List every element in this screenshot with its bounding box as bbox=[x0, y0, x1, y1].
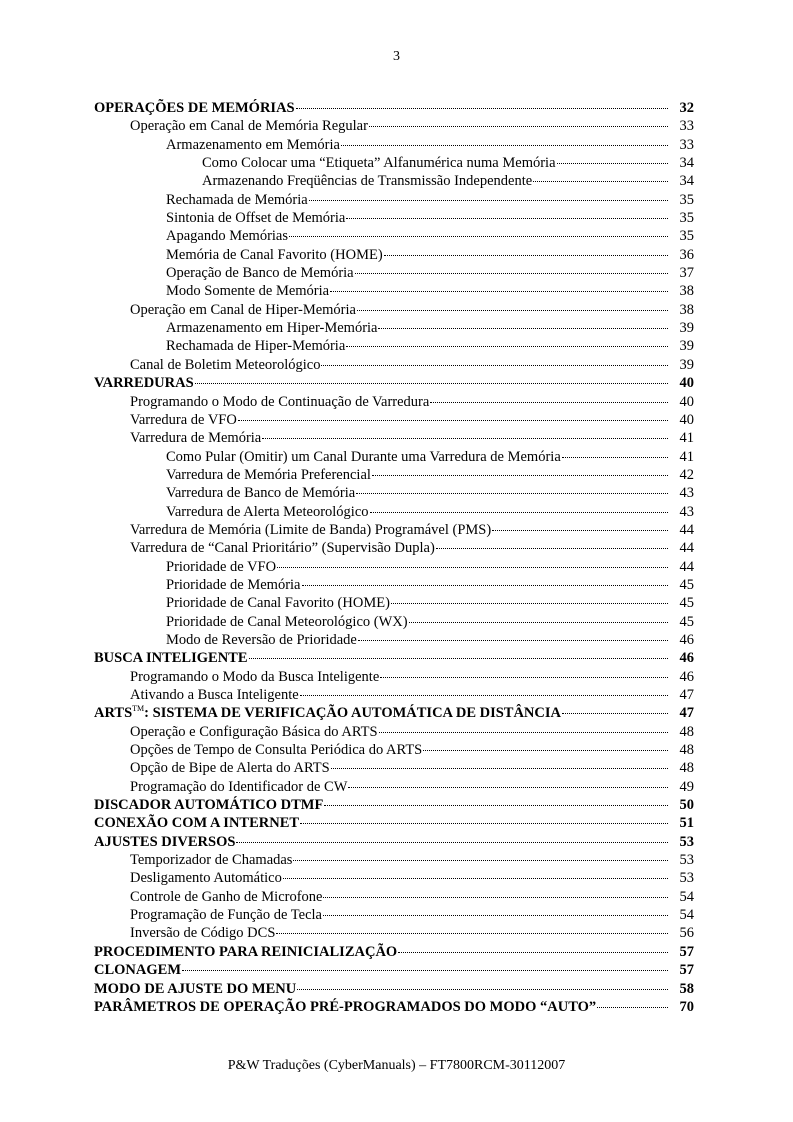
toc-entry-title-text: Opções de Tempo de Consulta Periódica do ARTS bbox=[130, 742, 423, 759]
toc-entry-title bbox=[94, 99, 295, 117]
toc-page-number: 57 bbox=[679, 962, 694, 979]
dot-leader bbox=[309, 199, 668, 201]
dot-leader bbox=[436, 547, 668, 549]
toc-section-entry[interactable] bbox=[94, 961, 694, 979]
toc-entry-title-text: Modo Somente de Memória bbox=[166, 283, 330, 300]
table-of-contents bbox=[94, 99, 694, 1016]
toc-page-number: 43 bbox=[679, 485, 694, 502]
toc-entry-title bbox=[166, 613, 408, 631]
toc-page-number: 58 bbox=[679, 980, 694, 997]
dot-leader bbox=[380, 676, 668, 678]
toc-subentry[interactable] bbox=[94, 576, 694, 594]
toc-entry-title-text: AJUSTES DIVERSOS bbox=[94, 833, 236, 850]
toc-entry-title bbox=[94, 814, 299, 832]
toc-entry-title bbox=[130, 723, 378, 741]
toc-page-number: 39 bbox=[679, 356, 694, 373]
dot-leader bbox=[296, 107, 668, 109]
toc-subentry[interactable] bbox=[94, 429, 694, 447]
toc-subentry[interactable] bbox=[94, 246, 694, 264]
toc-subentry[interactable] bbox=[94, 924, 694, 942]
toc-page-number: 47 bbox=[679, 705, 694, 722]
toc-section-entry[interactable] bbox=[94, 374, 694, 392]
toc-subentry[interactable] bbox=[94, 851, 694, 869]
dot-leader bbox=[379, 731, 668, 733]
dot-leader bbox=[372, 474, 668, 476]
toc-entry-title bbox=[166, 227, 288, 245]
toc-entry-title-text: Varredura de Memória (Limite de Banda) Programável (PMS) bbox=[130, 521, 492, 538]
toc-entry-title-text: Programando o Modo da Busca Inteligente bbox=[130, 668, 380, 685]
toc-page-number: 43 bbox=[679, 503, 694, 520]
toc-entry-title bbox=[94, 943, 397, 961]
dot-leader bbox=[533, 180, 668, 182]
toc-subentry[interactable] bbox=[94, 448, 694, 466]
toc-page-number: 53 bbox=[679, 833, 694, 850]
page-number: 3 bbox=[393, 49, 400, 64]
toc-entry-title bbox=[166, 466, 371, 484]
toc-subentry[interactable] bbox=[94, 759, 694, 777]
toc-entry-title bbox=[130, 521, 491, 539]
dot-leader bbox=[321, 364, 668, 366]
dot-leader bbox=[182, 969, 668, 971]
toc-entry-title-text: Armazenando Freqüências de Transmissão Independente bbox=[202, 173, 533, 190]
dot-leader bbox=[562, 712, 668, 714]
toc-entry-title-text: Inversão de Código DCS bbox=[130, 925, 276, 942]
toc-subentry[interactable] bbox=[94, 484, 694, 502]
dot-leader bbox=[348, 786, 668, 788]
dot-leader bbox=[300, 694, 668, 696]
toc-subentry[interactable] bbox=[94, 227, 694, 245]
toc-section-entry[interactable] bbox=[94, 649, 694, 667]
toc-page-number: 57 bbox=[679, 943, 694, 960]
dot-leader bbox=[277, 566, 668, 568]
toc-page-number: 51 bbox=[679, 815, 694, 832]
toc-page-number: 44 bbox=[679, 521, 694, 538]
toc-section-entry[interactable] bbox=[94, 99, 694, 117]
toc-subentry[interactable] bbox=[94, 723, 694, 741]
dot-leader bbox=[283, 877, 668, 879]
toc-entry-title-text: Varredura de VFO bbox=[130, 411, 237, 428]
toc-section-entry[interactable] bbox=[94, 796, 694, 814]
toc-entry-title-text: CLONAGEM bbox=[94, 962, 181, 979]
toc-page-number: 46 bbox=[679, 650, 694, 667]
toc-page-number: 50 bbox=[679, 797, 694, 814]
toc-page-number: 46 bbox=[679, 668, 694, 685]
toc-entry-title-text: Como Pular (Omitir) um Canal Durante uma Varredura de Memória bbox=[166, 448, 561, 465]
toc-subentry[interactable] bbox=[94, 191, 694, 209]
toc-subentry[interactable] bbox=[94, 209, 694, 227]
toc-page-number: 38 bbox=[679, 301, 694, 318]
toc-entry-title-text: Programação do Identificador de CW bbox=[130, 778, 348, 795]
toc-subentry[interactable] bbox=[94, 668, 694, 686]
toc-subentry[interactable] bbox=[94, 613, 694, 631]
toc-entry-title bbox=[166, 594, 390, 612]
toc-page-number: 39 bbox=[679, 320, 694, 337]
dot-leader bbox=[356, 492, 668, 494]
toc-entry-title-text: Prioridade de VFO bbox=[166, 558, 277, 575]
dot-leader bbox=[562, 456, 668, 458]
toc-entry-title bbox=[130, 906, 322, 924]
toc-entry-title bbox=[130, 686, 299, 704]
dot-leader bbox=[430, 401, 668, 403]
toc-entry-title bbox=[130, 301, 356, 319]
toc-page-number: 42 bbox=[679, 466, 694, 483]
dot-leader bbox=[370, 511, 668, 513]
toc-entry-title bbox=[130, 851, 292, 869]
toc-page-number: 33 bbox=[679, 136, 694, 153]
dot-leader bbox=[492, 529, 668, 531]
toc-entry-title-text: Prioridade de Canal Meteorológico (WX) bbox=[166, 613, 408, 630]
trademark-mark: TM bbox=[132, 704, 145, 714]
toc-page-number: 33 bbox=[679, 118, 694, 135]
toc-entry-title-text: PARÂMETROS DE OPERAÇÃO PRÉ-PROGRAMADOS DO MODO “AUTO” bbox=[94, 998, 597, 1015]
dot-leader bbox=[297, 988, 668, 990]
toc-entry-title-text: Modo de Reversão de Prioridade bbox=[166, 631, 357, 648]
toc-page-number: 40 bbox=[679, 393, 694, 410]
dot-leader bbox=[357, 309, 668, 311]
toc-entry-title bbox=[166, 246, 383, 264]
toc-entry-title bbox=[166, 282, 329, 300]
dot-leader bbox=[369, 125, 668, 127]
toc-page-number: 39 bbox=[679, 338, 694, 355]
toc-entry-title bbox=[94, 980, 296, 998]
toc-entry-title bbox=[166, 503, 369, 521]
toc-page-number: 48 bbox=[679, 760, 694, 777]
toc-subentry[interactable] bbox=[94, 521, 694, 539]
toc-subentry[interactable] bbox=[94, 778, 694, 796]
toc-entry-title-text: Operação e Configuração Básica do ARTS bbox=[130, 723, 378, 740]
toc-entry-title-text: Armazenamento em Memória bbox=[166, 136, 340, 153]
toc-entry-title-text: Opção de Bipe de Alerta do ARTS bbox=[130, 760, 330, 777]
toc-entry-title bbox=[166, 191, 308, 209]
toc-entry-title bbox=[94, 833, 235, 851]
toc-entry-title-text: Programação de Função de Tecla bbox=[130, 907, 322, 924]
toc-entry-title bbox=[130, 356, 320, 374]
toc-subentry[interactable] bbox=[94, 301, 694, 319]
toc-subentry[interactable] bbox=[94, 906, 694, 924]
toc-entry-title bbox=[166, 136, 340, 154]
toc-section-entry[interactable] bbox=[94, 814, 694, 832]
toc-entry-title-text: Varredura de Memória bbox=[130, 430, 262, 447]
toc-page-number: 34 bbox=[679, 155, 694, 172]
toc-entry-title bbox=[130, 869, 282, 887]
toc-entry-title-text: VARREDURAS bbox=[94, 375, 194, 392]
toc-entry-title-text: Varredura de Alerta Meteorológico bbox=[166, 503, 369, 520]
toc-entry-title bbox=[130, 759, 330, 777]
dot-leader bbox=[331, 767, 668, 769]
toc-entry-title-text: Armazenamento em Hiper-Memória bbox=[166, 320, 378, 337]
dot-leader bbox=[346, 217, 668, 219]
toc-entry-title bbox=[94, 704, 561, 722]
toc-page-number: 48 bbox=[679, 723, 694, 740]
toc-subentry[interactable] bbox=[94, 631, 694, 649]
toc-page-number: 49 bbox=[679, 778, 694, 795]
toc-entry-title bbox=[130, 924, 275, 942]
toc-entry-title bbox=[166, 448, 561, 466]
dot-leader bbox=[341, 144, 668, 146]
toc-subentry[interactable] bbox=[94, 264, 694, 282]
toc-entry-title-text: Ativando a Busca Inteligente bbox=[130, 687, 299, 703]
page-footer: P&W Traduções (CyberManuals) – FT7800RCM-30112007 bbox=[227, 1058, 566, 1073]
dot-leader bbox=[238, 419, 668, 421]
toc-page-number: 56 bbox=[679, 925, 694, 942]
toc-subentry[interactable] bbox=[94, 356, 694, 374]
toc-entry-title-text: Temporizador de Chamadas bbox=[130, 852, 293, 869]
toc-entry-title-text: Desligamento Automático bbox=[130, 870, 282, 887]
toc-page-number: 54 bbox=[679, 907, 694, 924]
toc-entry-title bbox=[94, 961, 181, 979]
toc-entry-title bbox=[130, 411, 237, 429]
toc-entry-title-text: ARTS bbox=[94, 705, 133, 722]
toc-entry-title-text: Operação em Canal de Memória Regular bbox=[130, 118, 368, 135]
toc-entry-title-text: Rechamada de Hiper-Memória bbox=[166, 338, 346, 355]
toc-subentry[interactable] bbox=[94, 319, 694, 337]
toc-entry-title bbox=[202, 172, 532, 190]
toc-entry-title-text: Sintonia de Offset de Memória bbox=[166, 210, 346, 227]
toc-entry-title bbox=[166, 484, 355, 502]
toc-subentry[interactable] bbox=[94, 393, 694, 411]
toc-page-number: 53 bbox=[679, 870, 694, 887]
toc-entry-title bbox=[130, 429, 261, 447]
toc-entry-title-text: OPERAÇÕES DE MEMÓRIAS bbox=[94, 100, 295, 116]
toc-subentry[interactable] bbox=[94, 337, 694, 355]
dot-leader bbox=[384, 254, 668, 256]
toc-page-number: 53 bbox=[679, 852, 694, 869]
toc-entry-title bbox=[94, 998, 596, 1016]
toc-page-number: 37 bbox=[679, 265, 694, 282]
toc-page-number: 45 bbox=[679, 576, 694, 593]
toc-subentry[interactable] bbox=[94, 741, 694, 759]
toc-entry-title-text: Apagando Memórias bbox=[166, 228, 289, 245]
toc-subentry[interactable] bbox=[94, 154, 694, 172]
toc-entry-title bbox=[166, 576, 301, 594]
toc-page-number: 48 bbox=[679, 742, 694, 759]
toc-entry-title bbox=[130, 539, 435, 557]
toc-page-number: 35 bbox=[679, 191, 694, 208]
dot-leader bbox=[195, 382, 668, 384]
dot-leader bbox=[346, 345, 668, 347]
toc-entry-title-text: Programando o Modo de Continuação de Varredura bbox=[130, 393, 430, 410]
toc-entry-title-rest: : SISTEMA DE VERIFICAÇÃO AUTOMÁTICA DE DISTÂNCIA bbox=[144, 705, 561, 722]
toc-entry-title-text: Varredura de Memória Preferencial bbox=[166, 466, 371, 483]
toc-page-number: 34 bbox=[679, 173, 694, 190]
toc-entry-title-text: CONEXÃO COM A INTERNET bbox=[94, 815, 300, 832]
toc-page-number: 40 bbox=[679, 411, 694, 428]
toc-entry-title bbox=[94, 796, 323, 814]
dot-leader bbox=[355, 272, 668, 274]
dot-leader bbox=[557, 162, 668, 164]
toc-page-number: 35 bbox=[679, 228, 694, 245]
toc-page-number: 54 bbox=[679, 888, 694, 905]
toc-entry-title-text: Operação de Banco de Memória bbox=[166, 265, 354, 282]
toc-entry-title-text: Varredura de “Canal Prioritário” (Supervisão Dupla) bbox=[130, 540, 435, 557]
toc-entry-title-text: Memória de Canal Favorito (HOME) bbox=[166, 246, 383, 263]
dot-leader bbox=[289, 235, 668, 237]
dot-leader bbox=[330, 290, 668, 292]
toc-entry-title bbox=[130, 778, 347, 796]
toc-page-number: 32 bbox=[679, 100, 694, 116]
dot-leader bbox=[378, 327, 668, 329]
toc-entry-title bbox=[166, 264, 354, 282]
dot-leader bbox=[391, 602, 668, 604]
toc-page-number: 45 bbox=[679, 613, 694, 630]
toc-entry-title bbox=[166, 209, 345, 227]
dot-leader bbox=[323, 914, 668, 916]
toc-entry-title-text: Operação em Canal de Hiper-Memória bbox=[130, 301, 356, 318]
toc-section-entry[interactable] bbox=[94, 704, 694, 722]
dot-leader bbox=[276, 932, 668, 934]
toc-section-entry[interactable] bbox=[94, 980, 694, 998]
toc-entry-title bbox=[130, 888, 322, 906]
dot-leader bbox=[597, 1006, 668, 1008]
toc-entry-title-text: Prioridade de Canal Favorito (HOME) bbox=[166, 595, 390, 612]
toc-page-number: 70 bbox=[679, 998, 694, 1015]
toc-subentry[interactable] bbox=[94, 686, 694, 704]
toc-entry-title bbox=[166, 337, 345, 355]
toc-entry-title-text: MODO DE AJUSTE DO MENU bbox=[94, 980, 297, 997]
toc-entry-title-text: BUSCA INTELIGENTE bbox=[94, 650, 248, 667]
toc-entry-title bbox=[130, 668, 379, 686]
toc-page-number: 44 bbox=[679, 558, 694, 575]
toc-subentry[interactable] bbox=[94, 282, 694, 300]
toc-subentry[interactable] bbox=[94, 117, 694, 135]
toc-subentry[interactable] bbox=[94, 503, 694, 521]
toc-section-entry[interactable] bbox=[94, 943, 694, 961]
toc-subentry[interactable] bbox=[94, 594, 694, 612]
toc-entry-title bbox=[130, 741, 422, 759]
dot-leader bbox=[293, 859, 668, 861]
toc-entry-title-text: DISCADOR AUTOMÁTICO DTMF bbox=[94, 797, 324, 814]
toc-page-number: 40 bbox=[679, 375, 694, 392]
dot-leader bbox=[324, 804, 668, 806]
dot-leader bbox=[423, 749, 668, 751]
toc-entry-title-text: Como Colocar uma “Etiqueta” Alfanumérica numa Memória bbox=[202, 155, 556, 172]
toc-entry-title-text: Controle de Ganho de Microfone bbox=[130, 888, 323, 905]
toc-subentry[interactable] bbox=[94, 558, 694, 576]
toc-page-number: 38 bbox=[679, 283, 694, 300]
dot-leader bbox=[409, 621, 668, 623]
toc-entry-title-text: Prioridade de Memória bbox=[166, 576, 301, 593]
toc-subentry[interactable] bbox=[94, 888, 694, 906]
toc-section-entry[interactable] bbox=[94, 998, 694, 1016]
dot-leader bbox=[358, 639, 668, 641]
toc-entry-title bbox=[166, 319, 377, 337]
toc-entry-title-text: PROCEDIMENTO PARA REINICIALIZAÇÃO bbox=[94, 943, 398, 960]
dot-leader bbox=[302, 584, 669, 586]
toc-entry-title bbox=[130, 117, 368, 135]
dot-leader bbox=[398, 951, 668, 953]
toc-entry-title bbox=[94, 649, 248, 667]
toc-entry-title bbox=[202, 154, 556, 172]
dot-leader bbox=[262, 437, 668, 439]
toc-page-number: 41 bbox=[679, 430, 694, 447]
toc-page-number: 45 bbox=[679, 595, 694, 612]
toc-entry-title-text: Varredura de Banco de Memória bbox=[166, 485, 356, 502]
toc-page-number: 44 bbox=[679, 540, 694, 557]
toc-entry-title-text: Canal de Boletim Meteorológico bbox=[130, 356, 321, 373]
toc-subentry[interactable] bbox=[94, 539, 694, 557]
toc-entry-title bbox=[166, 558, 276, 576]
toc-subentry[interactable] bbox=[94, 172, 694, 190]
dot-leader bbox=[236, 841, 668, 843]
toc-subentry[interactable] bbox=[94, 136, 694, 154]
toc-entry-title bbox=[94, 374, 194, 392]
toc-page-number: 46 bbox=[679, 631, 694, 648]
dot-leader bbox=[249, 657, 668, 659]
toc-entry-title bbox=[130, 393, 429, 411]
toc-page-number: 36 bbox=[679, 246, 694, 263]
toc-entry-title-text: Rechamada de Memória bbox=[166, 191, 308, 208]
dot-leader bbox=[300, 822, 668, 824]
toc-page-number: 35 bbox=[679, 210, 694, 227]
toc-subentry[interactable] bbox=[94, 411, 694, 429]
toc-subentry[interactable] bbox=[94, 869, 694, 887]
toc-subentry[interactable] bbox=[94, 466, 694, 484]
toc-section-entry[interactable] bbox=[94, 833, 694, 851]
dot-leader bbox=[323, 896, 668, 898]
toc-entry-title bbox=[166, 631, 357, 649]
toc-page-number: 41 bbox=[679, 448, 694, 465]
toc-page-number: 47 bbox=[679, 687, 694, 703]
